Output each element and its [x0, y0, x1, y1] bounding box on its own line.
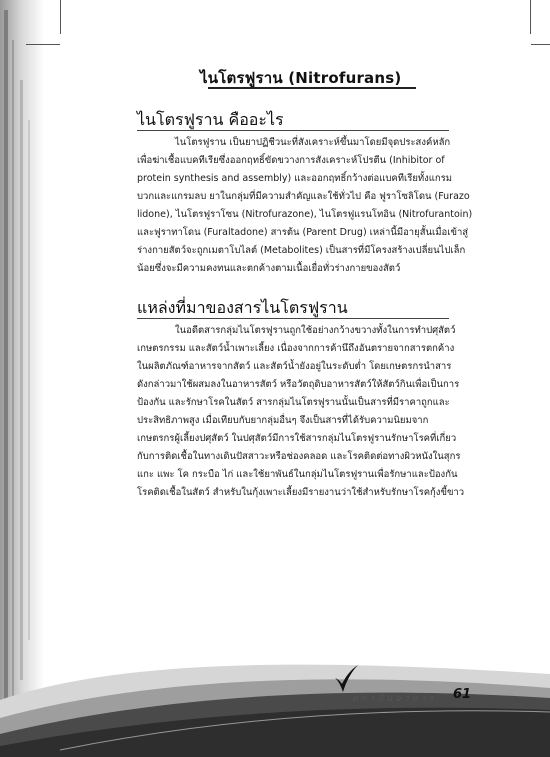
paragraph-line: เพื่อฆ่าเชื้อแบคทีเรียซึ่งออกฤทธิ์ขัดขวางการสังเคราะห์โปรตีน (Inhibitor of — [137, 155, 445, 166]
paragraph-line: protein synthesis and assembly) และออกฤทธิ์กว้างต่อแบคทีเรียทั้งแกรม — [137, 173, 453, 184]
page-title: ไนโตรฟูราน (Nitrofurans) — [200, 69, 402, 87]
page-title-block — [200, 66, 420, 92]
checkmark-logo-icon — [333, 664, 359, 694]
heading-rule — [137, 130, 449, 131]
paragraph-line: ประสิทธิภาพสูง เมื่อเทียบกับยากลุ่มอื่นๆ จึงเป็นสารที่ได้รับความนิยมจาก — [137, 415, 429, 426]
heading-rule — [137, 318, 449, 319]
section2-paragraph — [137, 322, 465, 502]
paragraph-line: เกษตรกรผู้เลี้ยงปศุสัตว์ ในปศุสัตว์มีการใช้สารกลุ่มไนโตรฟูรานรักษาโรคที่เกี่ยว — [137, 433, 457, 444]
paragraph-line: โรคติดเชื้อในสัตว์ สำหรับในกุ้งเพาะเลี้ยงมีรายงานว่าใช้สำหรับรักษาโรคกุ้งขี้ขาว — [137, 487, 465, 498]
section-heading-sources: แหล่งที่มาของสารไนโตรฟูราน — [137, 298, 348, 317]
crop-mark — [60, 0, 61, 34]
paragraph-line: ไนโตรฟูราน เป็นยาปฏิชีวนะที่สังเคราะห์ขึ้นมาโดยมีจุดประสงค์หลัก — [175, 137, 451, 148]
crop-mark — [530, 0, 531, 34]
section-heading-what-is: ไนโตรฟูราน คืออะไร — [137, 110, 284, 129]
paragraph-line: น้อยซึ่งจะมีความคงทนและตกค้างตามเนื้อเยื่อทั่วร่างกายของสัตว์ — [137, 263, 401, 274]
paragraph-line: และฟูราทาโดน (Furaltadone) สารต้น (Parent Drug) เหล่านี้มีอายุสั้นเมื่อเข้าสู่ — [137, 227, 469, 238]
title-underline — [208, 87, 416, 89]
paragraph-line: ในผลิตภัณฑ์อาหารจากสัตว์ และสัตว์น้ำยังอยู่ในระดับต่ำ โดยเกษตรกรนำสาร — [137, 361, 452, 372]
paragraph-line: ร่างกายสัตว์จะถูกเมตาโบไลต์ (Metabolites) เป็นสารที่มีโครงสร้างเปลี่ยนไปเล็ก — [137, 245, 466, 256]
paragraph-line: ในอดีตสารกลุ่มไนโตรฟูรานถูกใช้อย่างกว้างขวางทั้งในการทำปศุสัตว์ — [175, 325, 456, 336]
crop-mark — [26, 44, 60, 45]
paragraph-line: บวกและแกรมลบ ยาในกลุ่มที่มีความสำคัญและใช้ทั่วไป คือ ฟูราโซลิโดน (Furazo — [137, 191, 470, 202]
paragraph-line: เกษตรกรรม และสัตว์น้ำเพาะเลี้ยง เนื่องจากการค้านึถึงอันตรายจากสารตกค้าง — [137, 343, 455, 354]
paragraph-line: ดังกล่าวมาใช้ผสมลงในอาหารสัตว์ หรือวัตถุดิบอาหารสัตว์ให้สัตว์กินเพื่อเป็นการ — [137, 379, 460, 390]
section1-paragraph — [137, 134, 473, 278]
paragraph-line: กับการติดเชื้อในทางเดินปัสสาวะหรือช่องคลอด และโรคติดต่อทางผิวหนังในสุกร — [137, 451, 461, 462]
page-number: 61 — [453, 687, 472, 702]
paragraph-line: แกะ แพะ โค กระบือ ไก่ และใช้ยาพันธ์ในกลุ่มไนโตรฟูรานเพื่อรักษาและป้องกัน — [137, 469, 458, 480]
paragraph-line: ป้องกัน และรักษาโรคในสัตว์ สารกลุ่มไนโตรฟูรานนั้นเป็นสารที่มีราคาถูกและ — [137, 397, 450, 408]
paragraph-line: lidone), ไนโตรฟูราโซน (Nitrofurazone), ไนโตรฟูแรนโทอิน (Nitrofurantoin) — [137, 209, 473, 220]
footer-label: ดกาปันอาหาร — [352, 694, 437, 704]
crop-mark — [531, 44, 550, 45]
